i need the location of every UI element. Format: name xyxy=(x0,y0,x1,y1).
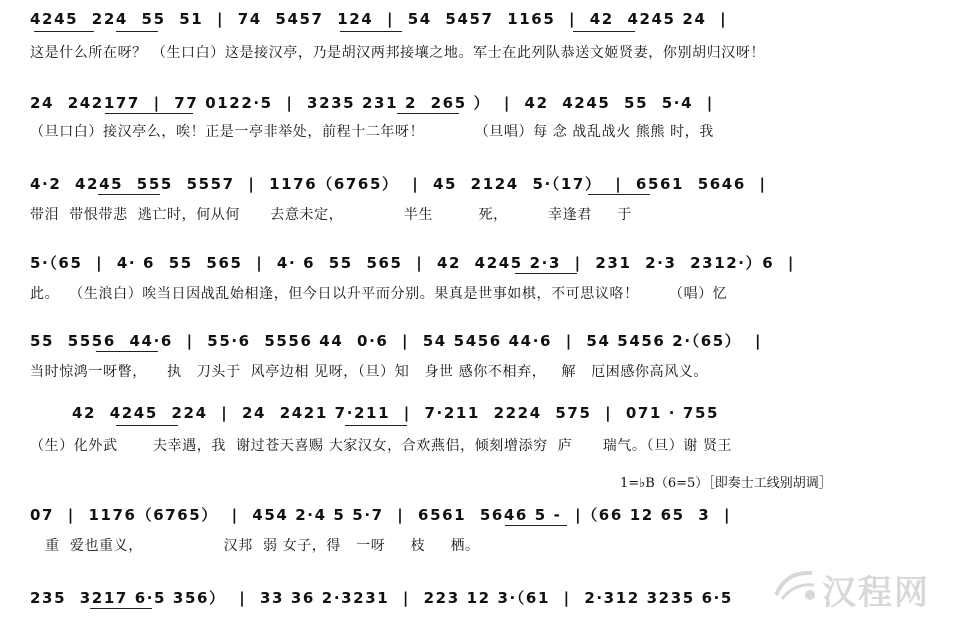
beat-underline xyxy=(505,525,567,526)
lyrics-row-7: 重 爱也重义， 汉邦 弱 女子，得 一呀 枝 栖。 xyxy=(30,538,480,554)
beat-underline xyxy=(340,31,402,32)
beat-underline xyxy=(515,273,577,274)
notation-row-3: 4·2 4245 555 5557 | 1176（6765） | 45 2124 5·（17） | 6561 5646 | xyxy=(30,175,767,193)
key-signature: 1=♭B（6=5）［即奏士工线别胡调］ xyxy=(620,476,832,491)
watermark-logo-icon xyxy=(772,565,818,605)
beat-underline xyxy=(90,608,152,609)
notation-row-5: 55 5556 44·6 | 55·6 5556 44 0·6 | 54 5456 44·6 | 54 5456 2·（65） | xyxy=(30,332,763,350)
beat-underline xyxy=(96,351,158,352)
notation-row-2: 24 242177 | 77 0122·5 | 3235 231 2 265 ） | 42 4245 55 5·4 | xyxy=(30,94,714,112)
lyrics-row-4: 此。 （生浪白）唉当日因战乱始相逢，但今日以升平而分别。果真是世事如棋，不可思议咯！ （唱）忆 xyxy=(30,286,728,302)
notation-row-8: 235 3217 6·5 356） | 33 36 2·3231 | 223 12 3·（61 | 2·312 3235 6·5 xyxy=(30,589,733,607)
notation-row-4: 5·（65 | 4· 6 55 565 | 4· 6 55 565 | 42 4245 2·3 | 231 2·3 2312·）6 | xyxy=(30,254,795,272)
lyrics-row-2: （旦口白）接汉亭么，唉！正是一亭非举处，前程十二年呀！ （旦唱）每 念 战乱战火 熊熊 时，我 xyxy=(30,124,714,140)
notation-row-6: 42 4245 224 | 24 2421 7·211 | 7·211 2224 575 | 071 · 755 xyxy=(72,404,720,422)
notation-row-1: 4245 224 55 51 | 74 5457 124 | 54 5457 1165 | 42 4245 24 | xyxy=(30,10,728,28)
beat-underline xyxy=(98,194,160,195)
lyrics-row-1: 这是什么所在呀？ （生口白）这是接汉亭，乃是胡汉两邦接壤之地。军士在此列队恭送文姬贤妻，你别胡归汉呀！ xyxy=(30,45,766,61)
site-watermark xyxy=(766,559,938,611)
beat-underline xyxy=(34,31,94,32)
notation-row-7: 07 | 1176（6765） | 454 2·4 5 5·7 | 6561 5646 5 - |（66 12 65 3 | xyxy=(30,506,732,524)
beat-underline xyxy=(397,113,459,114)
beat-underline xyxy=(588,194,650,195)
beat-underline xyxy=(345,425,407,426)
lyrics-row-6: （生）化外武 夫幸遇，我 谢过苍天喜赐 大家汉女，合欢燕侣，倾刻增添穷 庐 瑞气。（旦）谢 贤王 xyxy=(30,438,733,454)
lyrics-row-3: 带泪 带恨带悲 逃亡时，何从何 去意未定， 半生 死， 幸逢君 于 xyxy=(30,207,632,223)
beat-underline xyxy=(105,113,193,114)
beat-underline xyxy=(116,425,178,426)
beat-underline xyxy=(573,31,635,32)
watermark-text: 汉程网 xyxy=(822,573,930,613)
beat-underline xyxy=(116,31,158,32)
lyrics-row-5: 当时惊鸿一呀瞥， 执 刀头于 风亭边相 见呀，（旦）知 身世 感你不相弃， 解 厄困感你高风义。 xyxy=(30,364,709,380)
